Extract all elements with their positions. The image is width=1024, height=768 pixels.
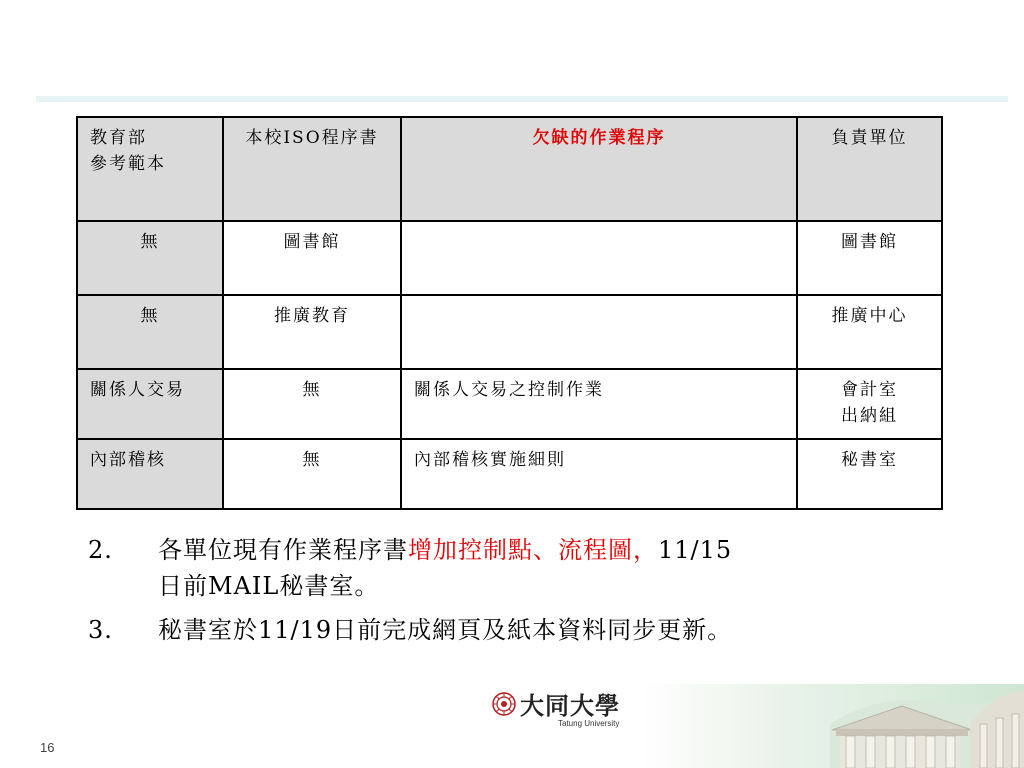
cell-school-iso: 無 <box>223 439 401 509</box>
cell-responsible-unit: 會計室 出納組 <box>797 369 942 439</box>
table-row <box>77 221 942 295</box>
cell-moe-template: 無 <box>77 295 223 369</box>
cell-school-iso: 圖書館 <box>223 221 401 295</box>
cell-missing-procedure: 內部稽核實施細則 <box>401 439 797 509</box>
note-text-date: 11/15 <box>658 536 733 564</box>
header-missing-procedure: 欠缺的作業程序 <box>401 117 797 221</box>
note-item-3 <box>88 612 732 648</box>
logo-chinese-name: 大同大學 <box>520 691 620 720</box>
note-number: 3. <box>88 616 113 644</box>
note-text-line2: 日前MAIL秘書室。 <box>158 572 380 600</box>
page-number: 16 <box>40 740 55 755</box>
campus-building-image <box>640 684 1024 768</box>
logo-english-name: Tatung University <box>558 719 620 728</box>
note-item-2 <box>88 532 732 604</box>
note-text: 各單位現有作業程序書 <box>158 536 408 564</box>
header-school-iso: 本校ISO程序書 <box>223 117 401 221</box>
title-underline <box>36 96 1008 102</box>
cell-school-iso: 無 <box>223 369 401 439</box>
procedure-table <box>76 116 943 510</box>
note-text: 秘書室於11/19日前完成網頁及紙本資料同步更新。 <box>158 616 733 644</box>
university-emblem-icon <box>492 692 516 716</box>
note-highlight: 增加控制點、流程圖， <box>408 536 658 564</box>
table-row <box>77 439 942 509</box>
header-responsible-unit: 負責單位 <box>797 117 942 221</box>
table-row <box>77 369 942 439</box>
header-moe-template: 教育部 參考範本 <box>77 117 223 221</box>
cell-moe-template: 無 <box>77 221 223 295</box>
table-row <box>77 295 942 369</box>
cell-responsible-unit: 圖書館 <box>797 221 942 295</box>
university-logo <box>492 686 642 732</box>
cell-moe-template: 關係人交易 <box>77 369 223 439</box>
cell-responsible-unit: 秘書室 <box>797 439 942 509</box>
cell-moe-template: 內部稽核 <box>77 439 223 509</box>
table-header-row <box>77 117 942 221</box>
cell-missing-procedure: 關係人交易之控制作業 <box>401 369 797 439</box>
cell-school-iso: 推廣教育 <box>223 295 401 369</box>
cell-responsible-unit: 推廣中心 <box>797 295 942 369</box>
cell-missing-procedure <box>401 295 797 369</box>
cell-missing-procedure <box>401 221 797 295</box>
note-number: 2. <box>88 536 113 564</box>
